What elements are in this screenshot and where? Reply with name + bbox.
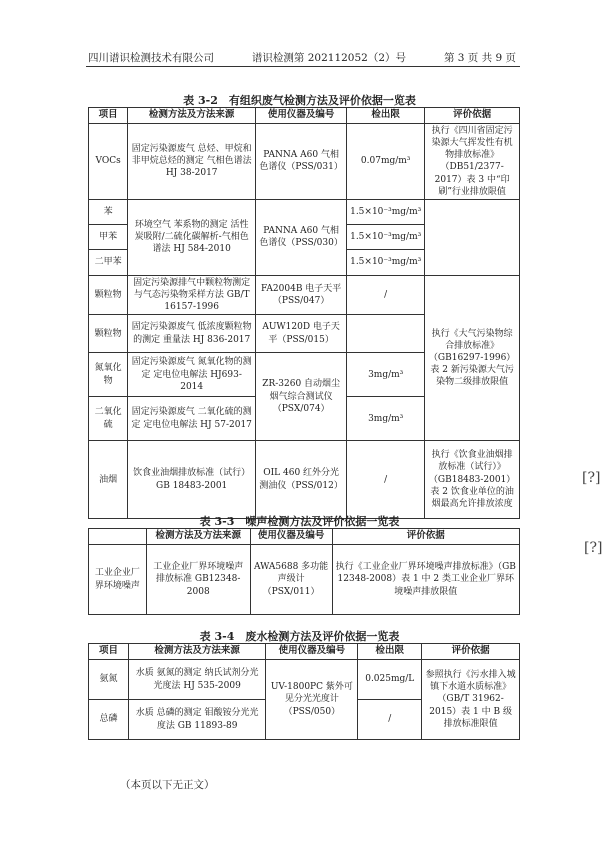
- col-header: 检测方法及方法来源: [128, 108, 256, 124]
- method-cell: 工业企业厂界环境噪声排放标准 GB12348-2008: [146, 545, 250, 615]
- limit-cell: /: [358, 700, 422, 740]
- table-3-4-caption: 表 3-4 废水检测方法及评价依据一览表: [199, 630, 400, 643]
- basis-cell: 执行《饮食业油烟排放标准（试行）》（GB18483-2001）表 2 饮食业单位的油烟最高允许排放浓度: [425, 441, 520, 519]
- col-header: 项目: [89, 108, 128, 124]
- method-cell: 水质 氨氮的测定 纳氏试剂分光光度法 HJ 535-2009: [128, 660, 266, 700]
- company-name: 四川谱识检测技术有限公司: [88, 52, 214, 64]
- instrument-cell: ZR-3260 自动烟尘烟气综合测试仪（PSX/074）: [256, 353, 347, 441]
- table-3-2: [88, 107, 520, 519]
- end-of-page-note: （本页以下无正文）: [120, 779, 215, 791]
- col-header: 检测方法及方法来源: [146, 529, 250, 545]
- col-header: 检出限: [347, 108, 425, 124]
- item-cell: 氮氧化物: [89, 353, 128, 397]
- col-header: 评价依据: [332, 529, 519, 545]
- limit-cell: 0.025mg/L: [358, 660, 422, 700]
- limit-cell: 1.5×10⁻³mg/m³: [347, 199, 425, 224]
- limit-cell: 3mg/m³: [347, 397, 425, 441]
- table-3-3-caption: 表 3-3 噪声检测方法及评价依据一览表: [199, 515, 400, 528]
- instrument-cell: AUW120D 电子天平（PSS/015）: [256, 315, 347, 353]
- basis-cell: 执行《大气污染物综合排放标准》（GB16297-1996）表 2 新污染源大气污染物二级排放限值: [425, 275, 520, 440]
- item-cell: 氨氮: [89, 660, 129, 700]
- item-cell: VOCs: [89, 124, 128, 200]
- table-3-3: [88, 528, 520, 615]
- method-cell: 固定污染源废气 总烃、甲烷和非甲烷总烃的测定 气相色谱法 HJ 38-2017: [128, 124, 256, 200]
- limit-cell: 3mg/m³: [347, 353, 425, 397]
- table-3-4: [88, 643, 520, 740]
- method-cell: 固定污染源排气中颗粒物测定与气态污染物采样方法 GB/T 16157-1996: [128, 275, 256, 314]
- item-cell: 颗粒物: [89, 275, 128, 314]
- item-cell: 二甲苯: [89, 250, 128, 275]
- col-header: 使用仪器及编号: [250, 529, 332, 545]
- report-number: 谱识检测第 202112052（2）号: [251, 52, 407, 64]
- margin-mark: [?]: [582, 470, 601, 486]
- instrument-cell: FA2004B 电子天平（PSS/047）: [256, 275, 347, 314]
- col-header: 使用仪器及编号: [256, 108, 347, 124]
- table-row: [89, 441, 520, 519]
- instrument-cell: AWA5688 多功能声级计（PSX/011）: [250, 545, 332, 615]
- header-rule: [86, 66, 520, 67]
- limit-cell: [347, 315, 425, 353]
- item-cell: 颗粒物: [89, 315, 128, 353]
- limit-cell: /: [347, 275, 425, 314]
- table-row: [89, 660, 520, 700]
- margin-mark: [?]: [584, 540, 602, 556]
- limit-cell: 1.5×10⁻³mg/m³: [347, 250, 425, 275]
- method-cell: 水质 总磷的测定 钼酸铵分光光度法 GB 11893-89: [128, 700, 266, 740]
- page-number: 第 3 页 共 9 页: [443, 52, 516, 64]
- table-row: [89, 124, 520, 200]
- item-cell: 工业企业厂界环境噪声: [89, 545, 147, 615]
- basis-cell: 参照执行《污水排入城镇下水道水质标准》（GB/T 31962-2015）表 1 中 B 级排放标准限值: [422, 660, 520, 740]
- col-header: 检出限: [358, 644, 422, 660]
- item-cell: 二氧化硫: [89, 397, 128, 441]
- instrument-cell: PANNA A60 气相色谱仪（PSS/031）: [256, 124, 347, 200]
- col-header: 项目: [89, 644, 129, 660]
- table-row: [89, 275, 520, 314]
- item-cell: 总磷: [89, 700, 129, 740]
- col-header: 评价依据: [422, 644, 520, 660]
- method-cell: 饮食业油烟排放标准（试行）GB 18483-2001: [128, 441, 256, 519]
- limit-cell: 0.07mg/m³: [347, 124, 425, 200]
- basis-cell: 执行《四川省固定污染源大气挥发性有机物排放标准》（DB51/2377-2017）表 3 中“印刷”行业排放限值: [425, 124, 520, 200]
- instrument-cell: UV-1800PC 紫外可见分光光度计（PSS/050）: [266, 660, 358, 740]
- table-header-row: [89, 644, 520, 660]
- col-header: [89, 529, 147, 545]
- method-cell: 环境空气 苯系物的测定 活性炭吸附/二硫化碳解析-气相色谱法 HJ 584-2010: [128, 199, 256, 275]
- limit-cell: 1.5×10⁻³mg/m³: [347, 225, 425, 250]
- instrument-cell: OIL 460 红外分光测油仪（PSS/012）: [256, 441, 347, 519]
- col-header: 使用仪器及编号: [266, 644, 358, 660]
- method-cell: 固定污染源废气 二氧化硫的测定 定电位电解法 HJ 57-2017: [128, 397, 256, 441]
- method-cell: 固定污染源废气 氮氧化物的测定 定电位电解法 HJ693-2014: [128, 353, 256, 397]
- item-cell: 甲苯: [89, 225, 128, 250]
- table-row: [89, 199, 520, 224]
- table-header-row: [89, 529, 520, 545]
- item-cell: 苯: [89, 199, 128, 224]
- page-header: [88, 50, 516, 65]
- table-row: [89, 545, 520, 615]
- col-header: 评价依据: [425, 108, 520, 124]
- method-cell: 固定污染源废气 低浓度颗粒物的测定 重量法 HJ 836-2017: [128, 315, 256, 353]
- table-3-2-caption: 表 3-2 有组织废气检测方法及评价依据一览表: [183, 94, 416, 107]
- limit-cell: /: [347, 441, 425, 519]
- basis-cell: 执行《工业企业厂界环境噪声排放标准》（GB 12348-2008）表 1 中 2 类工业企业厂界环境噪声排放限值: [332, 545, 519, 615]
- table-header-row: [89, 108, 520, 124]
- instrument-cell: PANNA A60 气相色谱仪（PSS/030）: [256, 199, 347, 275]
- item-cell: 油烟: [89, 441, 128, 519]
- col-header: 检测方法及方法来源: [128, 644, 266, 660]
